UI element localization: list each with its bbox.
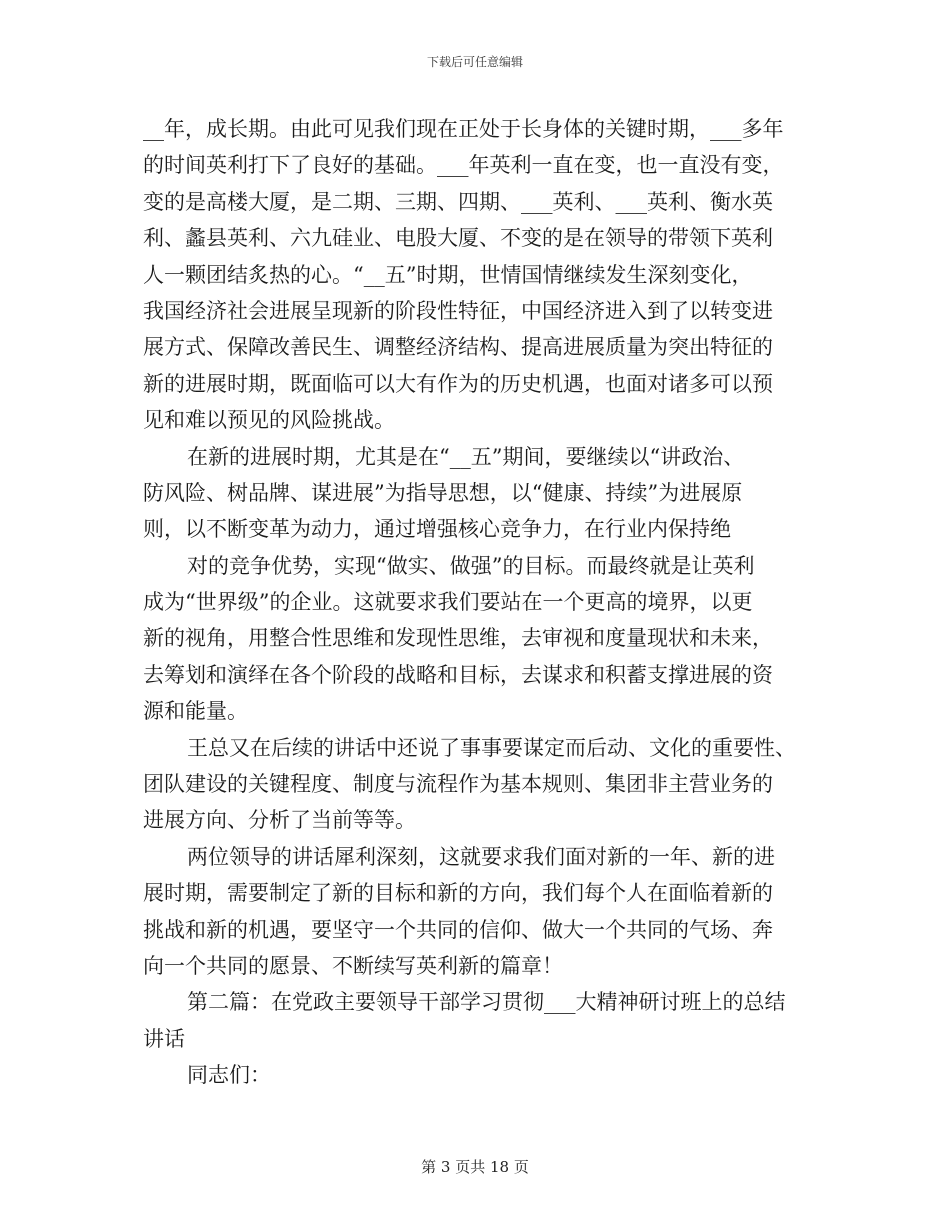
text-line: 展时期，需要制定了新的目标和新的方向，我们每个人在面临着新的 (143, 881, 773, 906)
document-body (143, 111, 823, 1094)
text-line: 团队建设的关键程度、制度与流程作为基本规则、集团非主营业务的 (143, 772, 773, 797)
text-line: 对的竞争优势，实现“做实、做强”的目标。而最终就是让英利 (187, 553, 755, 578)
text-line: 向一个共同的愿景、不断续写英利新的篇章！ (143, 953, 563, 978)
text-line: 防风险、树品牌、谋进展”为指导思想，以“健康、持续”为进展原 (143, 480, 743, 505)
text-line: 源和能量。 (143, 699, 248, 724)
text-line: 去筹划和演绎在各个阶段的战略和目标，去谋求和积蓄支撑进展的资 (143, 662, 773, 687)
text-line: 的时间英利打下了良好的基础。___年英利一直在变，也一直没有变， (143, 153, 784, 178)
text-line: 新的视角，用整合性思维和发现性思维，去审视和度量现状和未来， (143, 626, 773, 651)
text-line: __年，成长期。由此可见我们现在正处于长身体的关键时期，___多年 (143, 117, 784, 141)
text-line: 利、蠡县英利、六九硅业、电股大厦、不变的是在领导的带领下英利 (143, 226, 773, 251)
text-line: 两位领导的讲话犀利深刻，这就要求我们面对新的一年、新的进 (187, 844, 775, 869)
text-line: 进展方向、分析了当前等等。 (143, 808, 416, 833)
text-line: 变的是高楼大厦，是二期、三期、四期、___英利、___英利、衡水英 (143, 189, 773, 214)
text-line: 同志们： (187, 1063, 271, 1088)
text-line: 王总又在后续的讲话中还说了事事要谋定而后动、文化的重要性、 (187, 735, 796, 760)
text-line: 见和难以预见的风险挑战。 (143, 408, 395, 433)
text-line: 我国经济社会进展呈现新的阶段性特征，中国经济进入到了以转变进 (143, 298, 773, 323)
page-header: 下载后可任意编辑 (426, 55, 523, 69)
text-line: 则，以不断变革为动力，通过增强核心竞争力，在行业内保持绝 (143, 517, 731, 542)
text-line: 讲话 (143, 1026, 185, 1051)
text-line: 挑战和新的机遇，要坚守一个共同的信仰、做大一个共同的气场、奔 (143, 917, 773, 942)
text-line: 展方式、保障改善民生、调整经济结构、提高进展质量为突出特征的 (143, 335, 773, 360)
text-line: 在新的进展时期，尤其是在“__五”期间，要继续以“讲政治、 (187, 444, 745, 469)
text-line: 成为“世界级”的企业。这就要求我们要站在一个更高的境界，以更 (143, 590, 753, 615)
page-footer: 第 3 页共 18 页 (421, 1158, 529, 1176)
text-line: 新的进展时期，既面临可以大有作为的历史机遇，也面对诸多可以预 (143, 371, 773, 396)
text-line: 第二篇：在党政主要领导干部学习贯彻___大精神研讨班上的总结 (187, 990, 786, 1015)
text-line: 人一颗团结炙热的心。“__五”时期，世情国情继续发生深刻变化， (143, 262, 753, 287)
